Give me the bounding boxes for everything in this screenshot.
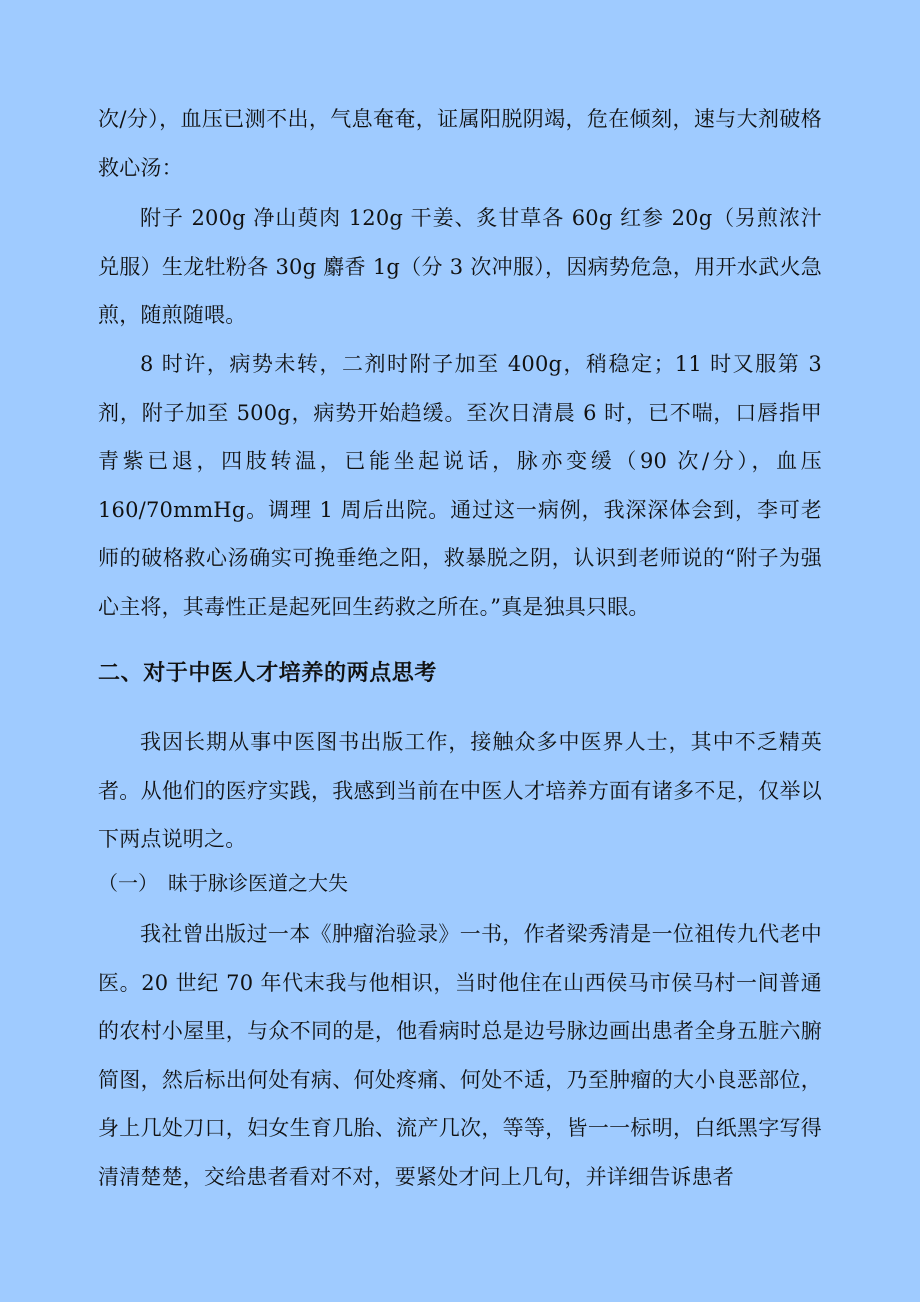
section-heading: 二、对于中医人才培养的两点思考: [98, 661, 438, 686]
paragraph-pulse-bp: 次/分），血压已测不出，气息奄奄，证属阳脱阴竭，危在倾刻，速与大剂破格救心汤：: [98, 107, 822, 180]
paragraph-case-outcome: 8 时许，病势未转，二剂时附子加至 400g，稍稳定；11 时又服第 3 剂，附子加至 500g，病势开始趋缓。至次日清晨 6 时，已不喘，口唇指甲青紫已退，四肢转温，已能坐起说话，脉亦变缓（90 次/分），血压 160/70mmHg。调理 1 周后出院。通过这一病例，我深深体会到，李可老师的破格救心汤确实可挽垂绝之阳，救暴脱之阴，认识到老师说的“附子为强心主将，其毒性正是起死回生药救之所在。”真是独具只眼。: [98, 352, 822, 619]
paragraph-liang-xiuqing: 我社曾出版过一本《肿瘤治验录》一书，作者梁秀清是一位祖传九代老中医。20 世纪 70 年代末我与他相识，当时他住在山西侯马市侯马村一间普通的农村小屋里，与众不同的是，他看病时总是边号脉边画出患者全身五脏六腑简图，然后标出何处有病、何处疼痛、何处不适，乃至肿瘤的大小良恶部位，身上几处刀口，妇女生育几胎、流产几次，等等，皆一一标明，白纸黑字写得清清楚楚，交给患者看对不对，要紧处才问上几句，并详细告诉患者: [98, 922, 822, 1189]
paragraph-prescription: 附子 200g 净山萸肉 120g 干姜、炙甘草各 60g 红参 20g（另煎浓汁兑服）生龙牡粉各 30g 麝香 1g（分 3 次冲服），因病势危急，用开水武火急煎，随煎随喂。: [98, 206, 822, 327]
subsection-heading: （一） 昧于脉诊医道之大失: [98, 871, 348, 895]
paragraph-training-intro: 我因长期从事中医图书出版工作，接触众多中医界人士，其中不乏精英者。从他们的医疗实践，我感到当前在中医人才培养方面有诸多不足，仅举以下两点说明之。: [98, 730, 822, 851]
